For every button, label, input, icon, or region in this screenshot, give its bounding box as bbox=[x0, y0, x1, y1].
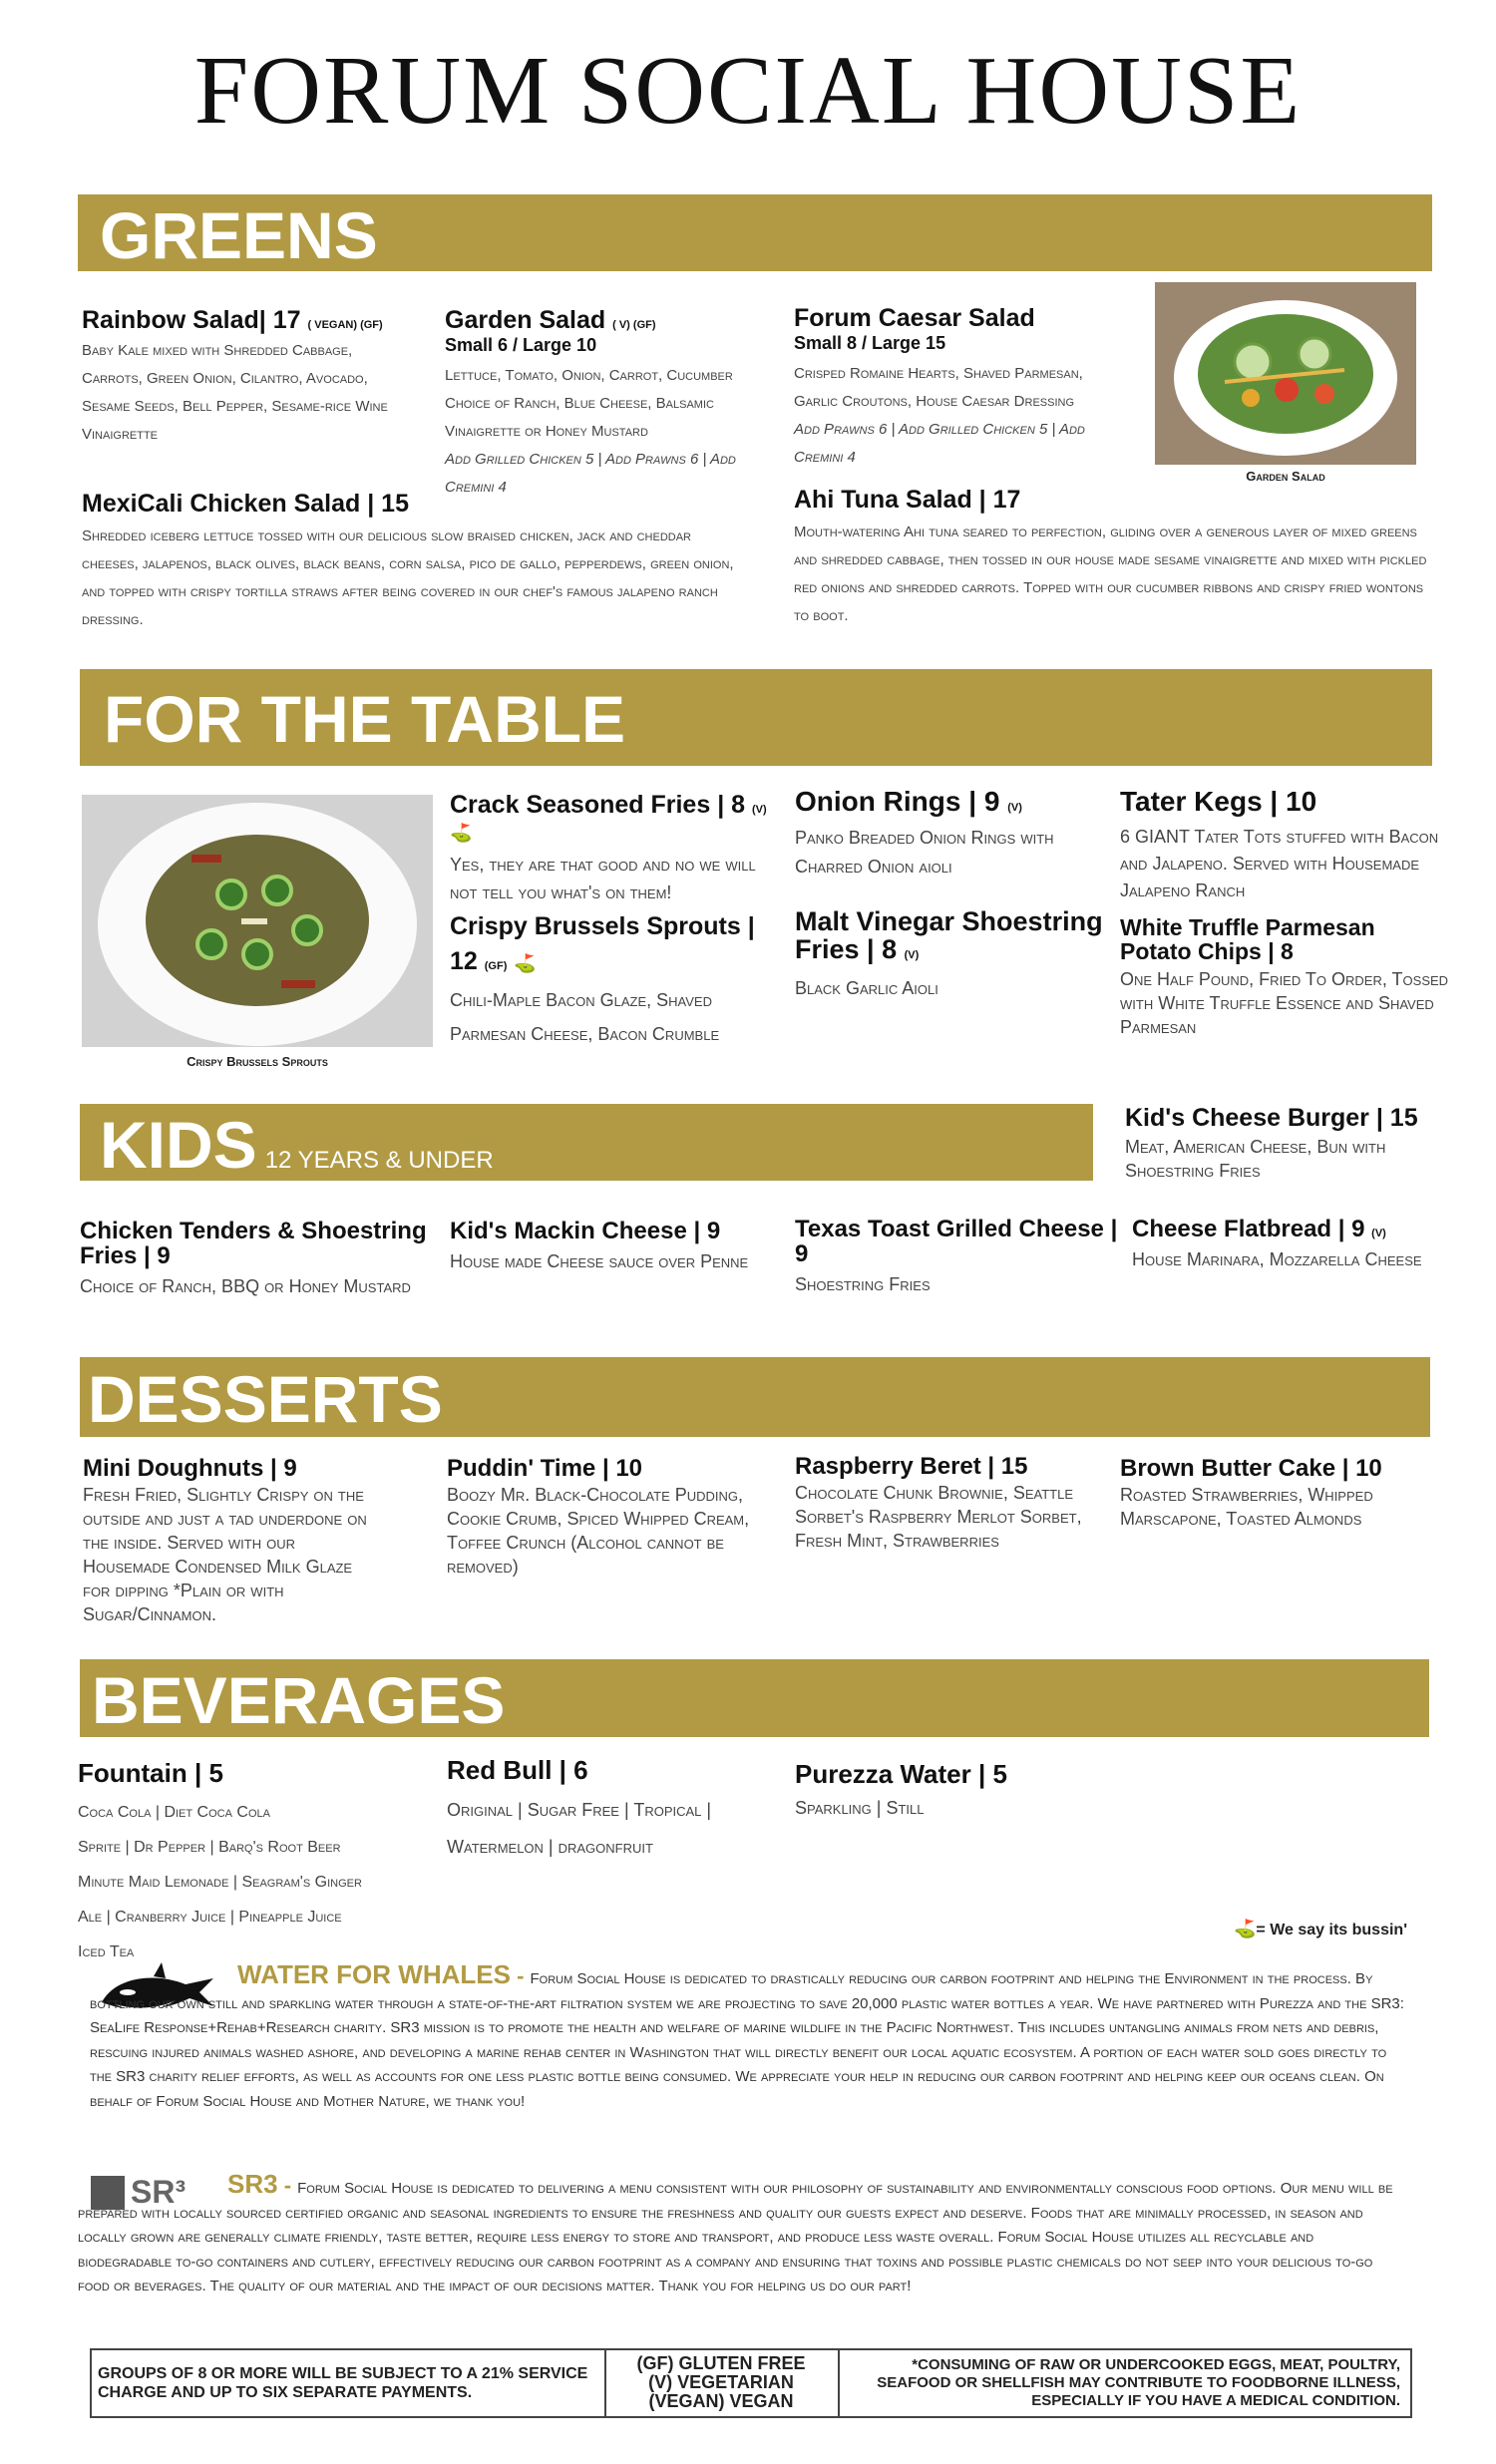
item-description: Boozy Mr. Black-Chocolate Pudding, Cookie Crumb, Spiced Whipped Cream, Toffee Crunch (Alcohol cannot be removed) bbox=[447, 1485, 750, 1578]
heading-dash: - bbox=[510, 1963, 531, 1988]
redbull-line: Watermelon | dragonfruit bbox=[447, 1837, 653, 1858]
item-addons: Add Grilled Chicken 5 | Add Prawns 6 | Add Cremini 4 bbox=[445, 451, 736, 497]
item-name: White Truffle Parmesan Potato Chips | 8 bbox=[1120, 914, 1375, 965]
item-description: Fresh Fried, Slightly Crispy on the outside and just a tad underdone on the inside. Served with our Housemade Condensed Milk Glaze for dipping *Plain or with Sugar/Cinnamon. bbox=[83, 1485, 367, 1625]
item-description bbox=[447, 1792, 766, 1866]
menu-item-kids-mackin-cheese bbox=[450, 1219, 749, 1273]
water-for-whales-heading: WATER FOR WHALES bbox=[237, 1959, 511, 1989]
dietary-tag: ( VEGAN) (GF) bbox=[307, 319, 383, 331]
item-name: Crispy Brussels Sprouts | 12 bbox=[450, 912, 755, 975]
menu-item-mini-doughnuts bbox=[83, 1456, 382, 1626]
item-name: Garden Salad bbox=[445, 306, 606, 334]
desserts-heading: DESSERTS bbox=[88, 1362, 443, 1436]
dietary-legend bbox=[606, 2350, 836, 2420]
item-description: Shoestring Fries bbox=[795, 1274, 931, 1295]
menu-item-fountain bbox=[78, 1760, 437, 1969]
item-name: Onion Rings | 9 bbox=[795, 786, 1000, 817]
menu-item-chicken-tenders bbox=[80, 1219, 429, 1298]
garden-salad-caption: Garden Salad bbox=[1246, 469, 1325, 484]
sr3-text: Forum Social House is dedicated to delivering a menu consistent with our philosophy of sustainability and environmentally conscious food options. Our menu will be prepared with locally sourced certified organic and seasonal ingredients to ensure the freshness and quality our guests expect and deserve. Foods that are minimally processed, in season and locally grown are generally climate friendly, taste better, require less energy to store and transport, and produce less waste overall. Forum Social House utilizes all recyclable and biodegradable to-go containers and cutlery, effectively reducing our carbon footprint as a company and ensuring that toxins and possible plastic chemicals do not seep into your delicious to-go food or beverages. The quality of our material and the impact of our decisions matter. Thank you for helping us do our part! bbox=[78, 2180, 1393, 2294]
fountain-line: Iced Tea bbox=[78, 1943, 135, 1961]
dietary-tag: (GF) bbox=[484, 960, 508, 972]
brussels-sprouts-photo bbox=[82, 795, 433, 1047]
purezza-line: Sparkling | Still bbox=[795, 1798, 925, 1819]
item-name: Crack Seasoned Fries | 8 bbox=[450, 791, 746, 819]
item-name: Texas Toast Grilled Cheese | 9 bbox=[795, 1216, 1118, 1268]
item-name: Fountain | 5 bbox=[78, 1758, 223, 1788]
for-the-table-heading: FOR THE TABLE bbox=[104, 682, 626, 756]
bussin-legend bbox=[1234, 1919, 1407, 1939]
menu-item-purezza-water bbox=[795, 1761, 1114, 1820]
group-service-charge-note: GROUPS OF 8 OR MORE WILL BE SUBJECT TO A 21% SERVICE CHARGE AND UP TO SIX SEPARATE PAYMENTS. bbox=[98, 2365, 588, 2401]
sr3-paragraph bbox=[78, 2169, 1408, 2299]
menu-item-cheese-flatbread bbox=[1132, 1217, 1431, 1271]
menu-item-mexicali-salad bbox=[82, 491, 740, 634]
greens-heading: GREENS bbox=[100, 198, 378, 272]
item-name: Tater Kegs | 10 bbox=[1120, 786, 1317, 817]
item-name: Malt Vinegar Shoestring Fries | 8 bbox=[795, 906, 1103, 965]
item-description: 6 GIANT Tater Tots stuffed with Bacon and Jalapeno. Served with Housemade Jalapeno Ranch bbox=[1120, 827, 1439, 901]
beverages-heading: BEVERAGES bbox=[92, 1663, 506, 1737]
menu-item-white-truffle-chips bbox=[1120, 915, 1449, 1039]
heading-dash: - bbox=[277, 2173, 298, 2198]
item-name: Forum Caesar Salad bbox=[794, 304, 1035, 332]
dietary-tag: (V) bbox=[1007, 802, 1022, 814]
item-name: Brown Butter Cake | 10 bbox=[1120, 1455, 1382, 1482]
item-description: Lettuce, Tomato, Onion, Carrot, Cucumber Choice of Ranch, Blue Cheese, Balsamic Vinaigrette or Honey Mustard bbox=[445, 367, 733, 441]
dietary-tag: (V) bbox=[904, 949, 920, 962]
item-description bbox=[795, 1796, 1114, 1820]
menu-item-kids-cheese-burger bbox=[1125, 1105, 1444, 1183]
item-description: Chocolate Chunk Brownie, Seattle Sorbet's Raspberry Merlot Sorbet, Fresh Mint, Strawberries bbox=[795, 1483, 1082, 1552]
menu-item-rainbow-salad bbox=[82, 307, 401, 449]
item-name: Cheese Flatbread | 9 bbox=[1132, 1216, 1365, 1242]
item-name: Kid's Cheese Burger | 15 bbox=[1125, 1104, 1418, 1132]
menu-item-garden-salad bbox=[445, 307, 744, 502]
fountain-line: Minute Maid Lemonade | Seagram's Ginger bbox=[78, 1874, 362, 1892]
fountain-line: Coca Cola | Diet Coca Cola bbox=[78, 1804, 270, 1822]
menu-item-texas-toast-grilled-cheese bbox=[795, 1217, 1124, 1296]
item-description: Panko Breaded Onion Rings with Charred Onion aioli bbox=[795, 828, 1054, 878]
fountain-line: Ale | Cranberry Juice | Pineapple Juice bbox=[78, 1909, 342, 1927]
item-name: Ahi Tuna Salad | 17 bbox=[794, 486, 1021, 514]
item-description bbox=[78, 1795, 437, 1969]
redbull-line: Original | Sugar Free | Tropical | bbox=[447, 1800, 712, 1821]
menu-item-caesar-salad bbox=[794, 305, 1093, 472]
sr3-logo-text: SR³ bbox=[131, 2174, 187, 2210]
item-description: Choice of Ranch, BBQ or Honey Mustard bbox=[80, 1276, 411, 1297]
menu-item-puddin-time bbox=[447, 1456, 786, 1579]
dietary-tag: (V) bbox=[1371, 1228, 1386, 1239]
item-name: MexiCali Chicken Salad | 15 bbox=[82, 490, 409, 518]
item-name: Red Bull | 6 bbox=[447, 1755, 588, 1785]
item-description: Black Garlic Aioli bbox=[795, 977, 938, 998]
brussels-sprouts-caption: Crispy Brussels Sprouts bbox=[187, 1054, 328, 1069]
fountain-line: Sprite | Dr Pepper | Barq's Root Beer bbox=[78, 1839, 341, 1857]
item-name: Chicken Tenders & Shoestring Fries | 9 bbox=[80, 1218, 427, 1270]
item-name: Puddin' Time | 10 bbox=[447, 1455, 643, 1482]
item-sizes: Small 8 / Large 15 bbox=[794, 333, 946, 354]
dietary-tag: (V) bbox=[752, 804, 767, 816]
menu-item-red-bull bbox=[447, 1757, 766, 1866]
item-description: Baby Kale mixed with Shredded Cabbage, Carrots, Green Onion, Cilantro, Avocado, Sesame Seeds, Bell Pepper, Sesame-rice Wine Vinaigrette bbox=[82, 342, 388, 444]
raw-food-warning: *CONSUMING OF RAW OR UNDERCOOKED EGGS, MEAT, POULTRY, SEAFOOD OR SHELLFISH MAY CONTRIBUTE TO FOODBORNE ILLNESS, ESPECIALLY IF YOU HAVE A MEDICAL CONDITION. bbox=[877, 2356, 1400, 2409]
restaurant-title: FORUM SOCIAL HOUSE bbox=[193, 37, 1303, 145]
menu-item-malt-vinegar-fries bbox=[795, 907, 1104, 1000]
item-description: Yes, they are that good and no we will not tell you what's on them! bbox=[450, 854, 756, 902]
menu-item-tater-kegs bbox=[1120, 787, 1449, 904]
item-description: Crisped Romaine Hearts, Shaved Parmesan, Garlic Croutons, House Caesar Dressing bbox=[794, 365, 1083, 411]
bussin-text: = We say its bussin' bbox=[1256, 1922, 1407, 1938]
golf-flag-icon: ⛳ bbox=[1234, 1919, 1257, 1938]
kids-title: KIDS bbox=[100, 1108, 257, 1182]
menu-item-brown-butter-cake bbox=[1120, 1456, 1419, 1531]
item-description: House made Cheese sauce over Penne bbox=[450, 1251, 749, 1272]
item-addons: Add Prawns 6 | Add Grilled Chicken 5 | Add Cremini 4 bbox=[794, 421, 1085, 467]
golf-flag-icon: ⛳ bbox=[450, 823, 473, 844]
item-description: Mouth-watering Ahi tuna seared to perfection, gliding over a generous layer of mixed greens and shredded cabbage, then tossed in our house made sesame vinaigrette and mixed with pickled red onions and shredded carrots. Topped with our cucumber ribbons and crispy fried wontons to boot. bbox=[794, 524, 1427, 625]
legend-gluten-free: (GF) GLUTEN FREE bbox=[636, 2353, 806, 2373]
item-sizes: Small 6 / Large 10 bbox=[445, 335, 597, 356]
menu-item-crack-seasoned-fries bbox=[450, 792, 769, 906]
menu-item-onion-rings bbox=[795, 787, 1104, 881]
item-description: House Marinara, Mozzarella Cheese bbox=[1132, 1249, 1422, 1270]
kids-heading bbox=[100, 1108, 494, 1182]
menu-item-raspberry-beret bbox=[795, 1454, 1114, 1553]
footer-divider bbox=[838, 2350, 840, 2416]
footer-notice-box bbox=[90, 2348, 1412, 2418]
golf-flag-icon: ⛳ bbox=[514, 953, 537, 973]
item-name: Purezza Water | 5 bbox=[795, 1759, 1007, 1789]
item-description: One Half Pound, Fried To Order, Tossed with White Truffle Essence and Shaved Parmesan bbox=[1120, 969, 1449, 1038]
item-description: Roasted Strawberries, Whipped Marscapone, Toasted Almonds bbox=[1120, 1485, 1373, 1530]
kids-age-note: 12 YEARS & UNDER bbox=[264, 1147, 494, 1174]
item-name: Mini Doughnuts | 9 bbox=[83, 1455, 297, 1482]
item-description: Chili-Maple Bacon Glaze, Shaved Parmesan Cheese, Bacon Crumble bbox=[450, 990, 720, 1044]
menu-item-crispy-brussels-sprouts bbox=[450, 909, 769, 1051]
item-name: Raspberry Beret | 15 bbox=[795, 1453, 1028, 1480]
menu-item-ahi-tuna-salad bbox=[794, 487, 1432, 630]
item-description: Meat, American Cheese, Bun with Shoestring Fries bbox=[1125, 1137, 1386, 1182]
legend-vegetarian: (V) VEGETARIAN bbox=[648, 2372, 794, 2392]
dietary-tag: ( V) (GF) bbox=[612, 319, 656, 331]
item-name: Rainbow Salad| 17 bbox=[82, 306, 301, 334]
item-description: Shredded iceberg lettuce tossed with our delicious slow braised chicken, jack and cheddar cheeses, jalapenos, black olives, black beans, corn salsa, pico de gallo, pepperdews, green onion, and topped with crispy tortilla straws after being covered in our chef's famous jalapeno ranch dressing. bbox=[82, 528, 734, 629]
water-for-whales-paragraph bbox=[90, 1959, 1408, 2114]
item-name: Kid's Mackin Cheese | 9 bbox=[450, 1218, 721, 1244]
sr3-heading: SR3 bbox=[227, 2169, 278, 2199]
garden-salad-photo bbox=[1155, 282, 1416, 465]
legend-vegan: (VEGAN) VEGAN bbox=[648, 2391, 794, 2411]
water-for-whales-text: Forum Social House is dedicated to drastically reducing our carbon footprint and helping the Environment in the process. By bottling our own still and sparkling water through a state-of-the-art filtration system we are projecting to save 20,000 plastic water bottles a year. We have partnered with Purezza and the SR3: SeaLife Response+Rehab+Research charity. SR3 mission is to promote the health and welfare of marine wildlife in the Pacific Northwest. This includes untangling animals from nets and debris, rescuing injured animals washed ashore, and developing a marine rehab center in Washington that will directly benefit our local aquatic ecosystem. A portion of each water sold goes directly to the SR3 charity relief efforts, as well as accounts for one less plastic bottle being consumed. We appreciate your help in reducing our carbon footprint and helping keep our oceans clean. On behalf of Forum Social House and Mother Nature, we thank you! bbox=[90, 1970, 1404, 2110]
